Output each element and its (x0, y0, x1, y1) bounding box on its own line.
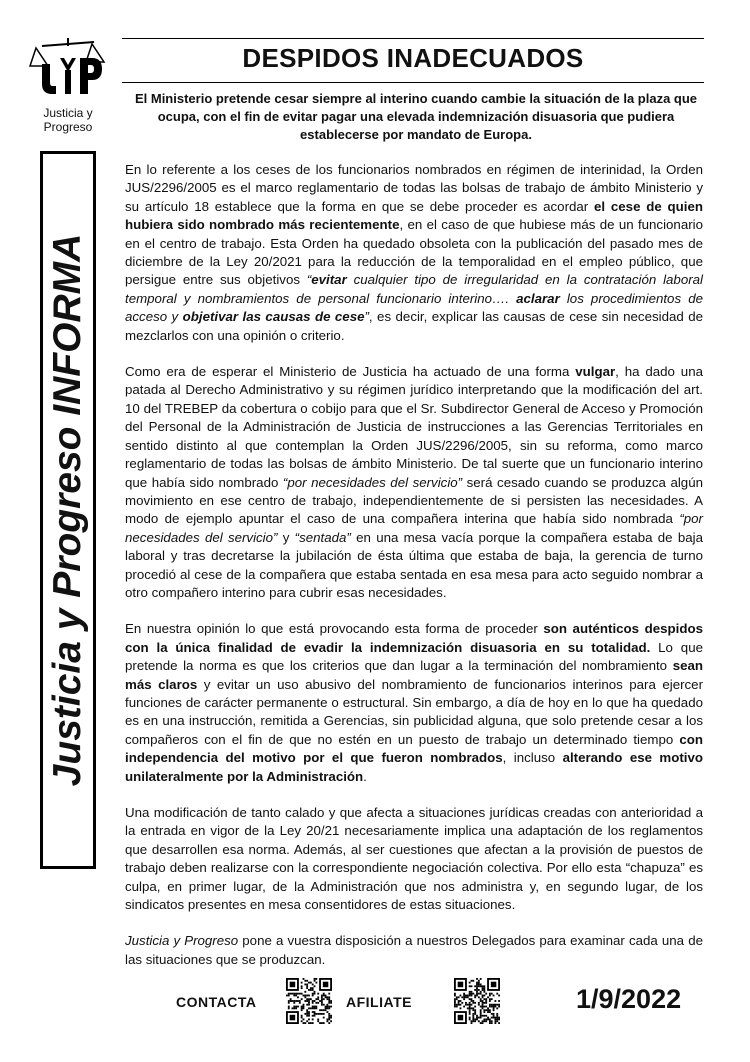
logo-caption: Justicia y Progreso (43, 106, 93, 134)
text-run: y (277, 529, 295, 545)
text-run: “ (306, 272, 312, 288)
text-run: . (363, 768, 367, 784)
text-run: y evitar un uso abusivo del nombramiento de funcionarios interinos para ejercer funciones de carácter permanente o estructural. Sin embargo, a día de hoy en lo que ha quedado es en una instrucción, remitida a Gerencias, sin publicidad alguna, que solo pretende cesar a los compañeros con el fin de que no estén en un puesto de trabajo un determinado tiempo (125, 676, 703, 747)
sidebar-banner (40, 151, 96, 869)
text-run: el cese de quien hubiera sido nombrado más recientemente (125, 198, 703, 233)
paragraph-3 (125, 620, 703, 786)
paragraph-5 (125, 932, 703, 969)
text-run: “sentada” (294, 529, 351, 545)
text-run: Lo que pretende la norma es que los criterios que dan lugar a la terminación del nombramiento (125, 639, 703, 674)
text-run: cualquier tipo de irregularidad en la contratación laboral temporal y nombramientos de personal funcionario interino…. (125, 272, 704, 306)
text-run: , es decir, explicar las causas de cese sin necesidad de mezclarlos con una opinión o criterio. (125, 309, 703, 343)
paragraph-4 (125, 804, 703, 914)
scales-logo-icon (28, 36, 108, 96)
sidebar-banner-text: Justicia y Progreso INFORMA (46, 233, 89, 787)
paragraph-1 (125, 161, 703, 345)
contact-label: CONTACTA (176, 994, 257, 1010)
text-run: será cesado cuando se produzca algún movimiento en ese centro de trabajo, independientemente de si persisten las necesidades. A modo de ejemplo apuntar el caso de una compañera interina que había sido nombrada (125, 474, 703, 527)
join-label: AFILIATE (346, 994, 412, 1010)
text-run: pone a vuestra disposición a nuestros Delegados para examinar cada una de las situaciones que se produzcan. (125, 933, 703, 967)
text-run: “por necesidades del servicio” (282, 474, 463, 490)
contact-qr-code-icon[interactable] (286, 978, 332, 1024)
text-run: aclarar (516, 290, 560, 306)
text-run: alterando ese motivo unilateralmente por la Administración (125, 750, 703, 784)
article-body (125, 161, 703, 987)
text-run: En lo referente a los ceses de los funcionarios nombrados en régimen de interinidad, la Orden JUS/2296/2005 es el marco reglamentario de todas las bolsas de trabajo de ámbito Ministerio y su artículo 18 establece que la forma en que se debe proceder es acordar (125, 162, 703, 214)
text-run: , incluso (502, 750, 563, 766)
title-rule-bottom (122, 82, 704, 83)
text-run: Como era de esperar el Ministerio de Justicia ha actuado de una forma (125, 364, 576, 380)
paragraph-2 (125, 363, 703, 602)
text-run: “por necesidades del servicio” (125, 511, 703, 545)
text-run: con independencia del motivo por el que fueron nombrados (125, 731, 703, 766)
text-run: vulgar (575, 364, 616, 380)
text-run: Justicia y Progreso (125, 933, 239, 949)
title-rule-top (122, 38, 704, 39)
text-run: objetivar las causas de cese (182, 309, 365, 325)
publication-date: 1/9/2022 (576, 984, 682, 1014)
text-run: sean más claros (125, 658, 703, 692)
page-title: DESPIDOS INADECUADOS (242, 43, 584, 73)
text-run: En nuestra opinión lo que está provocando esta forma de proceder (125, 621, 544, 637)
footer (0, 978, 750, 1028)
text-run: son auténticos despidos con la única finalidad de evadir la indemnización disuasoria en su totalidad. (125, 621, 703, 655)
text-run: los procedimientos de acceso y (125, 290, 703, 325)
text-run: en una mesa vacía porque la compañera estaba de baja laboral y tras decretarse la jubilación de ésta última que estaba de baja, la gerencia de turno procedió al cese de la compañera que estaba sentada en esa mesa para acto seguido nombrar a otro compañero interino para cubrir esas necesidades. (125, 529, 703, 600)
text-run: evitar (311, 272, 347, 288)
logo (18, 36, 118, 134)
text-run: , ha dado una patada al Derecho Administrativo y su régimen jurídico interpretando que la modificación del art. 10 del TREBEP da cobertura o cobijo para que el Sr. Subdirector General de Acceso y Promoción del Personal de la Administración de Justicia de instrucciones a las Gerencias Territoriales en sentido distinto al que contemplan la Orden JUS/2296/2005, sin su reforma, como marco reglamentario de todas las bolsas de ámbito Ministerio. De tal suerte que un funcionario interino que había sido nombrado (125, 364, 703, 490)
text-run: , en el caso de que hubiese más de un funcionario en el centro de trabajo. Esta Orden ha quedado obsoleta con la publicación del pasado mes de diciembre de la Ley 20/2021 para la reducción de la temporalidad en el empleo público, que persigue entre sus objetivos (125, 217, 703, 288)
page-subtitle: El Ministerio pretende cesar siempre al interino cuando cambie la situación de la plaza que ocupa, con el fin de evitar pagar una elevada indemnización disuasoria que pudiera establecerse por mandato de Europa. (134, 91, 698, 142)
text-run: Una modificación de tanto calado y que afecta a situaciones jurídicas creadas con anterioridad a la entrada en vigor de la Ley 20/21 necesariamente implica una adaptación de los reglamentos que desarrollen esa norma. Además, al ser cuestiones que afectan a la provisión de puestos de trabajo deben realizarse con la correspondiente negociación colectiva. Por ello esta “chapuza” es culpa, en primer lugar, de la Administración que nos administra y, en segundo lugar, de los sindicatos presentes en mesa consentidores de estas situaciones. (125, 805, 703, 913)
text-run: ” (364, 309, 369, 325)
join-qr-code-icon[interactable] (454, 978, 500, 1024)
